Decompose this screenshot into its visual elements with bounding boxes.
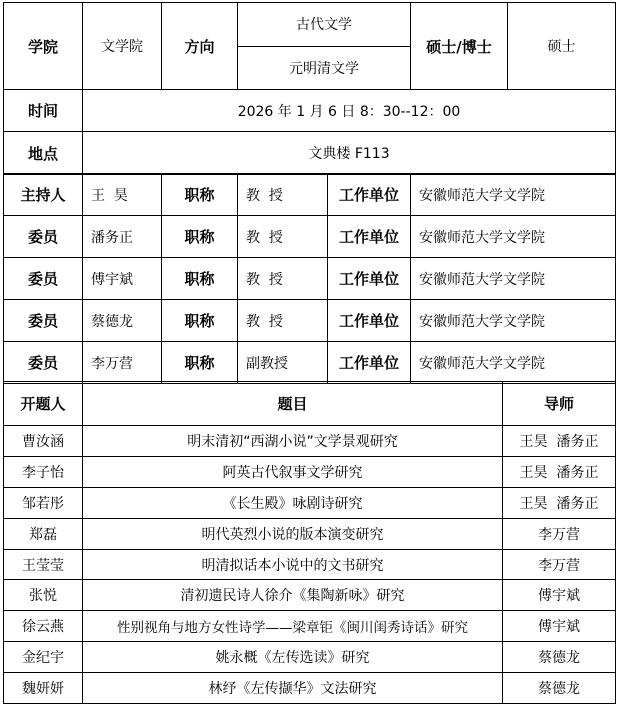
proposal-advisor: 王昊 潘务正 (503, 426, 616, 457)
proposal-topic: 林纾《左传撷华》文法研究 (83, 673, 503, 704)
proposal-student: 王莹莹 (4, 549, 83, 580)
proposal-student: 邹若彤 (4, 487, 83, 518)
proposal-advisor: 傅宇斌 (503, 580, 616, 611)
proposal-student: 曹汝涵 (4, 426, 83, 457)
member-title-label: 职称 (162, 174, 238, 216)
members-table (3, 173, 616, 384)
member-unit: 安徽师范大学文学院 (411, 258, 616, 300)
proposal-topic: 明清拟话本小说中的文书研究 (83, 549, 503, 580)
member-unit: 安徽师范大学文学院 (411, 216, 616, 258)
proposal-row (4, 487, 616, 518)
proposal-topic: 明代英烈小说的版本演变研究 (83, 518, 503, 549)
proposal-student: 魏妍妍 (4, 673, 83, 704)
time-label: 时间 (4, 90, 83, 132)
proposal-topic: 性别视角与地方女性诗学——梁章钜《闽川闺秀诗话》研究 (83, 611, 503, 642)
member-name: 潘务正 (83, 216, 162, 258)
proposal-advisor: 李万营 (503, 549, 616, 580)
member-unit: 安徽师范大学文学院 (411, 342, 616, 384)
member-name: 蔡德龙 (83, 300, 162, 342)
proposal-advisor: 李万营 (503, 518, 616, 549)
topic-header: 题目 (83, 382, 503, 426)
member-row (4, 174, 616, 216)
member-row (4, 216, 616, 258)
member-unit: 安徽师范大学文学院 (411, 174, 616, 216)
proposal-advisor: 蔡德龙 (503, 642, 616, 673)
advisor-header: 导师 (503, 382, 616, 426)
committee-table (3, 2, 616, 175)
place-value: 文典楼 F113 (83, 132, 616, 175)
proposal-student: 李子怡 (4, 456, 83, 487)
member-role: 委员 (4, 216, 83, 258)
degree-cell (411, 3, 616, 90)
proposal-row (4, 456, 616, 487)
direction-label: 方向 (162, 3, 238, 90)
proposal-advisor: 傅宇斌 (503, 611, 616, 642)
proposal-student: 郑磊 (4, 518, 83, 549)
direction-value-1: 古代文学 (238, 3, 410, 46)
member-title: 教 授 (238, 258, 328, 300)
member-role: 委员 (4, 258, 83, 300)
proposal-topic: 阿英古代叙事文学研究 (83, 456, 503, 487)
member-title: 副教授 (238, 342, 328, 384)
member-role: 委员 (4, 300, 83, 342)
member-row (4, 300, 616, 342)
member-title-label: 职称 (162, 342, 238, 384)
proposal-student: 张悦 (4, 580, 83, 611)
time-row (4, 90, 616, 132)
degree-label: 硕士/博士 (411, 3, 508, 89)
member-row (4, 258, 616, 300)
member-role: 主持人 (4, 174, 83, 216)
proposal-row (4, 580, 616, 611)
member-row (4, 342, 616, 384)
proposals-table (3, 381, 616, 704)
proposal-advisor: 王昊 潘务正 (503, 456, 616, 487)
proposal-topic: 明末清初“西湖小说”文学景观研究 (83, 426, 503, 457)
proposal-topic: 姚永概《左传选读》研究 (83, 642, 503, 673)
place-label: 地点 (4, 132, 83, 175)
place-row (4, 132, 616, 175)
college-label: 学院 (4, 3, 83, 90)
time-value: 2026 年 1 月 6 日 8：30--12：00 (83, 90, 616, 132)
student-header: 开题人 (4, 382, 83, 426)
proposals-header-row (4, 382, 616, 426)
member-unit-label: 工作单位 (328, 258, 411, 300)
proposal-topic: 清初遗民诗人徐介《集陶新咏》研究 (83, 580, 503, 611)
proposal-row (4, 611, 616, 642)
proposal-advisor: 王昊 潘务正 (503, 487, 616, 518)
member-unit-label: 工作单位 (328, 342, 411, 384)
member-unit-label: 工作单位 (328, 174, 411, 216)
member-title: 教 授 (238, 300, 328, 342)
direction-value-2: 元明清文学 (289, 60, 359, 77)
degree-split (411, 3, 615, 89)
member-unit-label: 工作单位 (328, 300, 411, 342)
member-title: 教 授 (238, 216, 328, 258)
proposal-row (4, 518, 616, 549)
member-name: 傅宇斌 (83, 258, 162, 300)
member-title-label: 职称 (162, 216, 238, 258)
proposal-row (4, 642, 616, 673)
proposal-student: 金纪宇 (4, 642, 83, 673)
proposal-student: 徐云燕 (4, 611, 83, 642)
proposal-row (4, 426, 616, 457)
member-name: 王 昊 (83, 174, 162, 216)
member-role: 委员 (4, 342, 83, 384)
proposal-row (4, 673, 616, 704)
member-name: 李万营 (83, 342, 162, 384)
proposal-row (4, 549, 616, 580)
member-unit-label: 工作单位 (328, 216, 411, 258)
proposal-advisor: 蔡德龙 (503, 673, 616, 704)
direction-list (238, 3, 410, 89)
direction-cell (238, 3, 411, 90)
college-value: 文学院 (83, 3, 162, 90)
member-title-label: 职称 (162, 258, 238, 300)
header-row (4, 3, 616, 90)
degree-value: 硕士 (547, 39, 576, 55)
member-unit: 安徽师范大学文学院 (411, 300, 616, 342)
proposal-topic: 《长生殿》咏剧诗研究 (83, 487, 503, 518)
member-title-label: 职称 (162, 300, 238, 342)
member-title: 教 授 (238, 174, 328, 216)
